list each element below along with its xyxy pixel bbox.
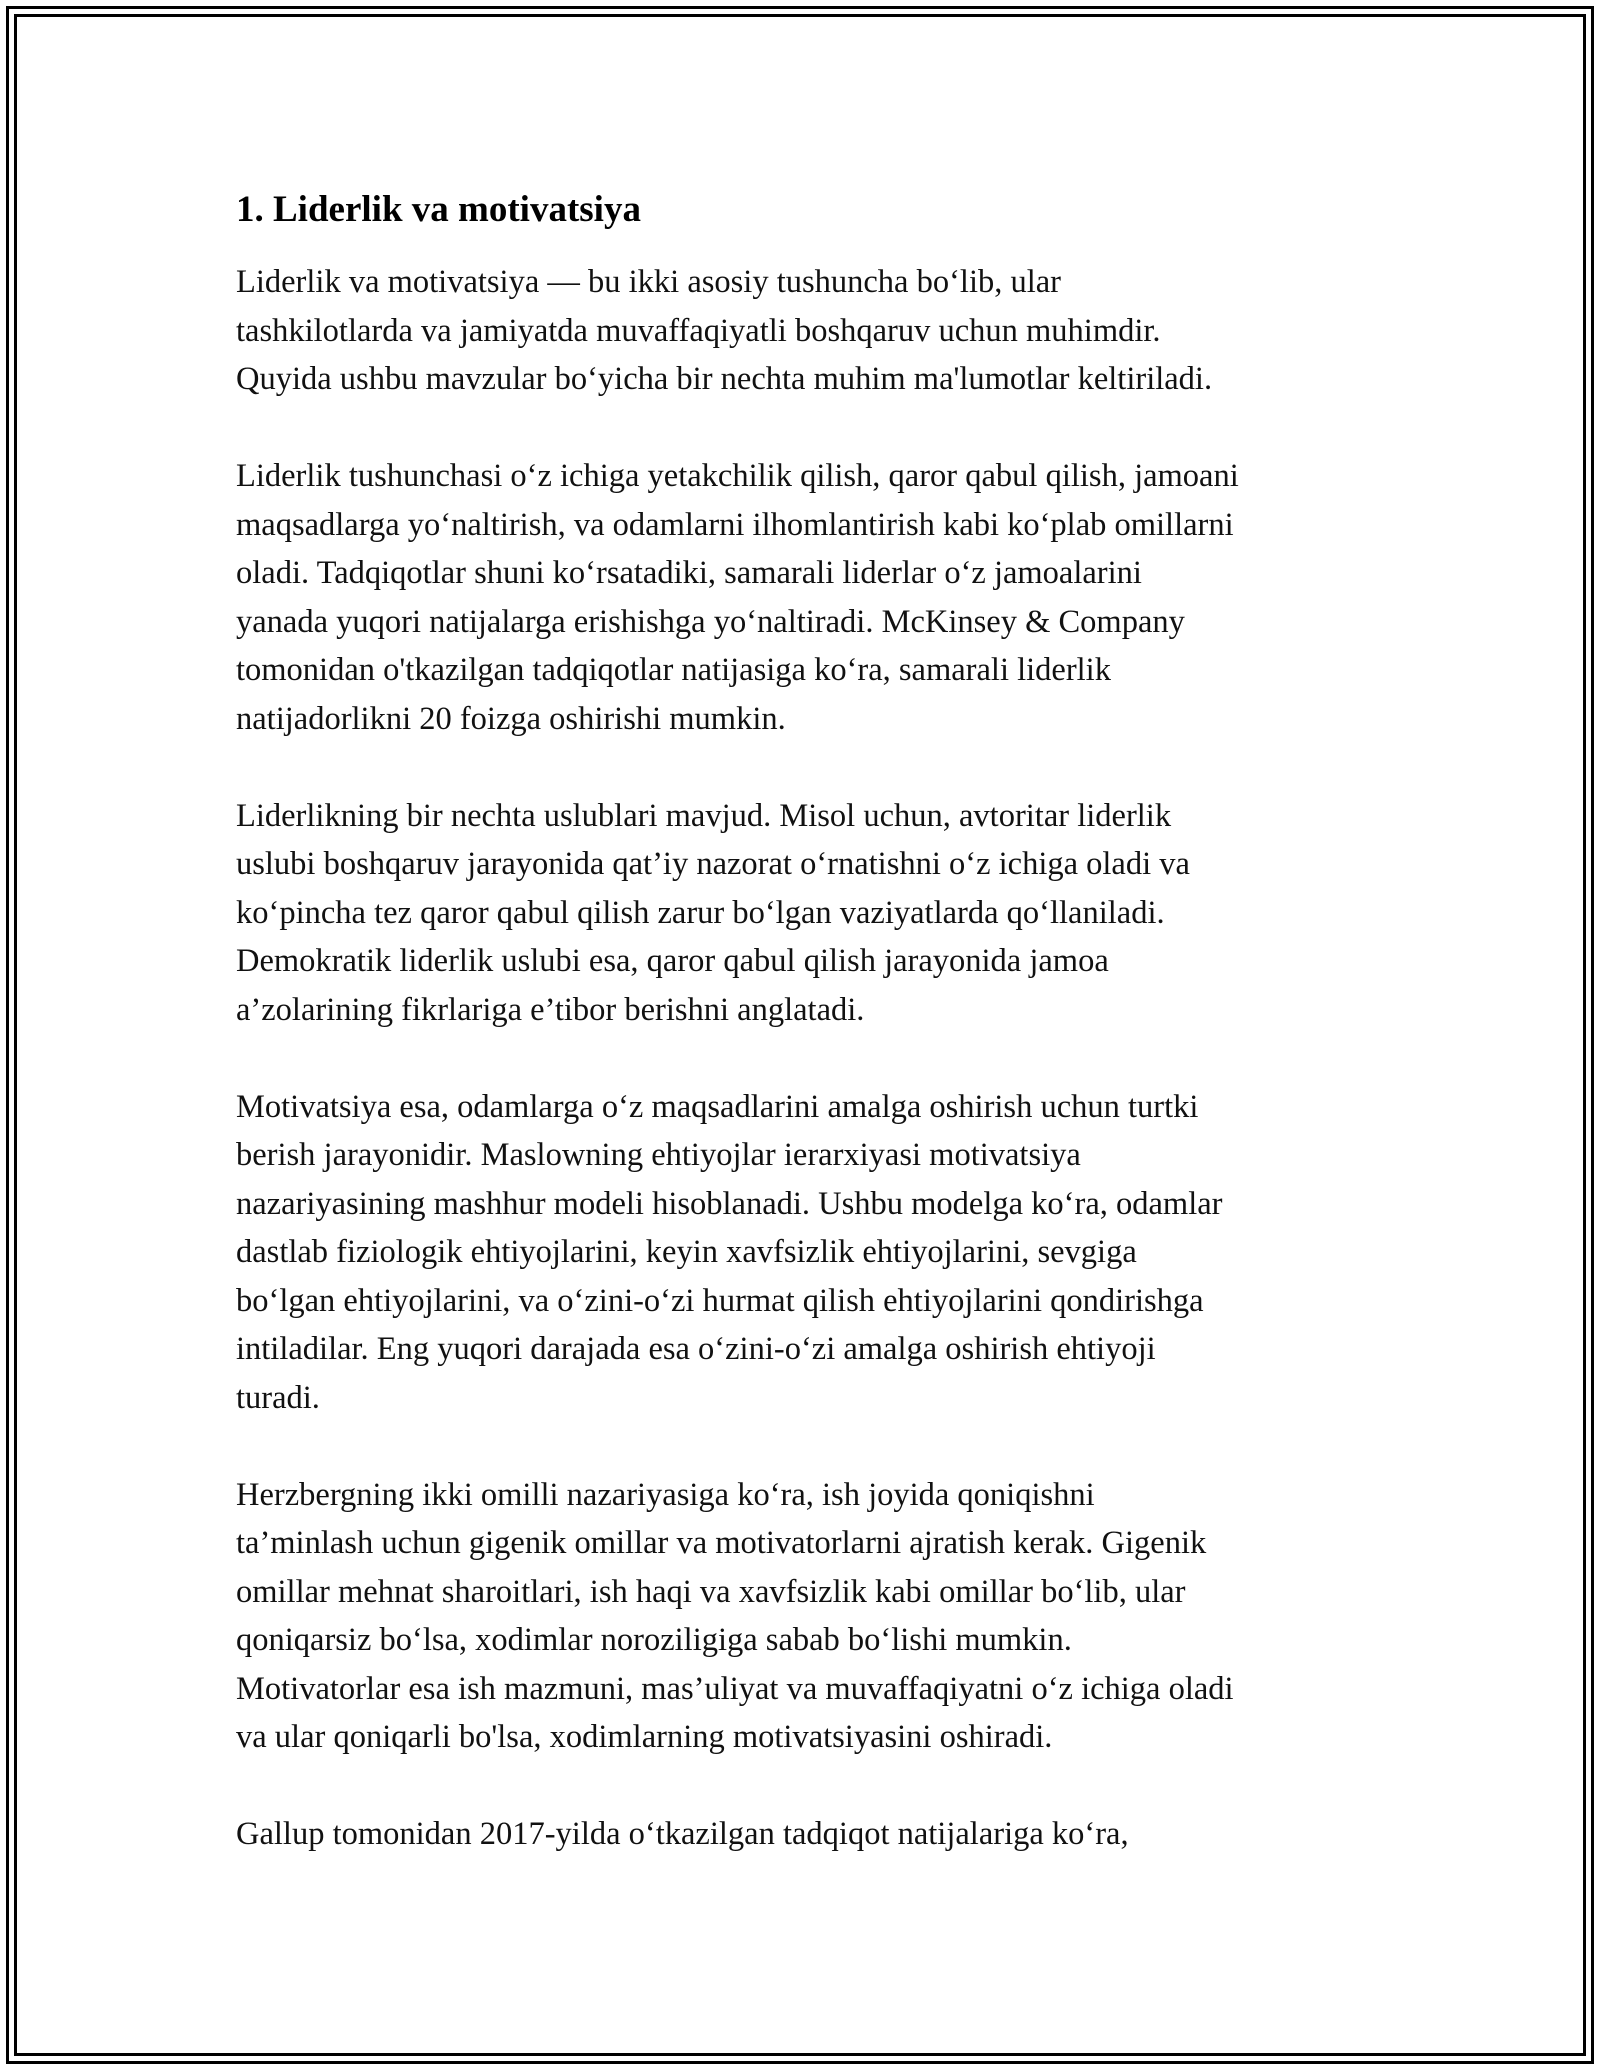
text-line: tashkilotlarda va jamiyatda muvaffaqiyatli boshqaruv uchun muhimdir. [236,312,1161,349]
text-line: Demokratik liderlik uslubi esa, qaror qabul qilish jarayonida jamoa [236,943,1109,979]
paragraph-motivation-maslow [236,1083,1386,1423]
text-line: oladi. Tadqiqotlar shuni ko‘rsatadiki, samarali liderlar o‘z jamoalarini [236,555,1142,591]
text-line: Liderlikning bir nechta uslublari mavjud. Misol uchun, avtoritar liderlik [236,797,1172,834]
text-line: qoniqarsiz bo‘lsa, xodimlar noroziligiga sabab bo‘lishi mumkin. [236,1622,1072,1658]
text-line: dastlab fiziologik ehtiyojlarini, keyin xavfsizlik ehtiyojlarini, sevgiga [236,1234,1137,1270]
text-line: Motivatorlar esa ish mazmuni, mas’uliyat va muvaffaqiyatni o‘z ichiga oladi [236,1670,1234,1707]
paragraph-gallup [236,1810,1386,1859]
text-line: uslubi boshqaruv jarayonida qat’iy nazorat o‘rnatishni o‘z ichiga oladi va [236,846,1190,882]
text-line: turadi. [236,1379,320,1416]
text-line: ko‘pincha tez qaror qabul qilish zarur bo‘lgan vaziyatlarda qo‘llaniladi. [236,894,1165,931]
text-line: maqsadlarga yo‘naltirish, va odamlarni ilhomlantirish kabi ko‘plab omillarni [236,506,1234,543]
text-line: Herzbergning ikki omilli nazariyasiga ko‘ra, ish joyida qoniqishni [236,1476,1095,1513]
text-line: yanada yuqori natijalarga erishishga yo‘naltiradi. McKinsey & Company [236,603,1185,640]
text-line: Motivatsiya esa, odamlarga o‘z maqsadlarini amalga oshirish uchun turtki [236,1088,1199,1125]
text-line: a’zolarining fikrlariga e’tibor berishni anglatadi. [236,991,865,1028]
section-heading: 1. Liderlik va motivatsiya [236,189,641,230]
paragraph-herzberg [236,1471,1386,1762]
text-line: va ular qoniqarli bo'lsa, xodimlarning motivatsiyasini oshiradi. [236,1719,1053,1755]
text-line: nazariyasining mashhur modeli hisoblanadi. Ushbu modelga ko‘ra, odamlar [236,1185,1223,1222]
text-line: berish jarayonidir. Maslowning ehtiyojlar ierarxiyasi motivatsiya [236,1137,1081,1173]
text-line: Gallup tomonidan 2017-yilda o‘tkazilgan tadqiqot natijalariga ko‘ra, [236,1816,1129,1852]
text-line: Liderlik va motivatsiya — bu ikki asosiy tushuncha bo‘lib, ular [236,264,1062,300]
text-line: bo‘lgan ehtiyojlarini, va o‘zini-o‘zi hurmat qilish ehtiyojlarini qondirishga [236,1282,1204,1319]
text-line: intiladilar. Eng yuqori darajada esa o‘zini-o‘zi amalga oshirish ehtiyoji [236,1331,1156,1367]
document-body [236,188,1386,1907]
text-line: omillar mehnat sharoitlari, ish haqi va xavfsizlik kabi omillar bo‘lib, ular [236,1573,1186,1610]
text-line: natijadorlikni 20 foizga oshirishi mumkin. [236,700,786,737]
text-line: tomonidan o'tkazilgan tadqiqotlar natijasiga ko‘ra, samarali liderlik [236,652,1111,688]
text-line: ta’minlash uchun gigenik omillar va motivatorlarni ajratish kerak. Gigenik [236,1525,1207,1561]
paragraph-intro [236,258,1386,404]
paragraph-leadership-concept [236,452,1386,743]
text-line: Quyida ushbu mavzular bo‘yicha bir nechta muhim ma'lumotlar keltiriladi. [236,361,1213,397]
paragraph-leadership-styles [236,792,1386,1035]
text-line: Liderlik tushunchasi o‘z ichiga yetakchilik qilish, qaror qabul qilish, jamoani [236,458,1239,494]
